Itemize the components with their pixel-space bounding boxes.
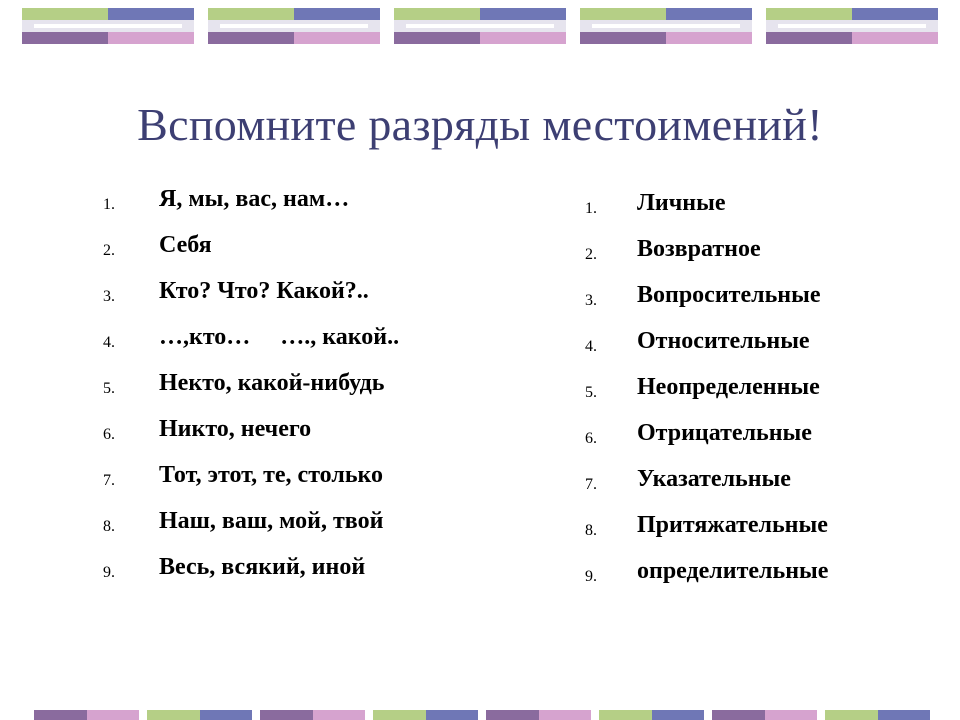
item-text: …,кто… …., какой.. [159,324,400,350]
item-number: 6. [103,426,115,443]
list-item [585,466,828,512]
item-text: Притяжательные [637,512,828,538]
band-block [208,8,380,44]
band-block [373,710,478,720]
list-item [103,554,399,600]
band-block [486,710,591,720]
list-item [585,282,828,328]
list-item [585,374,828,420]
band-block [394,8,566,44]
item-number: 4. [103,334,115,351]
band-block [147,710,252,720]
item-text: Отрицательные [637,420,812,446]
list-item [103,416,399,462]
item-number: 4. [585,338,597,355]
band-block [825,710,930,720]
list-item [103,324,399,370]
list-item [585,328,828,374]
item-number: 3. [103,288,115,305]
band-block [599,710,704,720]
slide-title: Вспомните разряды местоимений! [137,99,823,150]
item-text: определительные [637,558,829,584]
item-text: Личные [637,190,726,216]
item-text: Наш, ваш, мой, твой [159,508,384,534]
item-text: Возвратное [637,236,761,262]
item-text: Тот, этот, те, столько [159,462,384,488]
item-text: Неопределенные [637,374,820,400]
band-block [22,8,194,44]
item-text: Вопросительные [637,282,821,308]
item-number: 2. [585,246,597,263]
list-item [585,236,828,282]
top-decorative-band [22,8,938,44]
item-number: 7. [585,476,597,493]
item-number: 1. [103,196,115,213]
item-number: 6. [585,430,597,447]
item-number: 9. [103,564,115,581]
list-item [103,370,399,416]
pronoun-examples-list [103,186,399,600]
band-block [260,710,365,720]
item-text: Некто, какой-нибудь [159,370,385,396]
item-text: Весь, всякий, иной [159,554,366,580]
item-number: 8. [585,522,597,539]
list-item [103,462,399,508]
item-number: 7. [103,472,115,489]
pronoun-categories-list [585,190,828,604]
band-block [34,710,139,720]
list-item [585,190,828,236]
item-text: Никто, нечего [159,416,312,442]
list-item [585,558,828,604]
list-item [103,278,399,324]
item-number: 5. [585,384,597,401]
item-number: 1. [585,200,597,217]
item-number: 9. [585,568,597,585]
item-number: 3. [585,292,597,309]
list-item [103,232,399,278]
list-item [585,420,828,466]
item-number: 8. [103,518,115,535]
band-block [766,8,938,44]
item-number: 5. [103,380,115,397]
item-text: Себя [159,232,212,258]
band-block [712,710,817,720]
list-item [585,512,828,558]
item-number: 2. [103,242,115,259]
item-text: Кто? Что? Какой?.. [159,278,369,304]
bottom-decorative-band [34,710,940,720]
item-text: Я, мы, вас, нам… [159,186,350,212]
list-item [103,186,399,232]
list-item [103,508,399,554]
item-text: Указательные [637,466,791,492]
band-block [580,8,752,44]
item-text: Относительные [637,328,810,354]
